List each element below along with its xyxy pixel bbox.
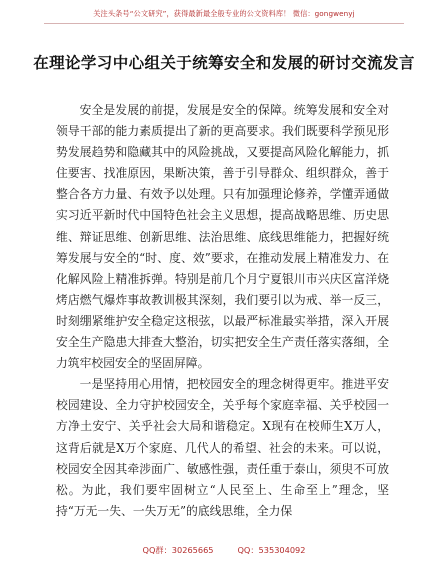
header-divider — [44, 23, 404, 24]
footer-qq: QQ：535304092 — [237, 545, 306, 555]
header-promo-text: 关注头条号“公文研究”，获得最新最全般专业的公文资料库！ 微信：gongwenyj — [93, 9, 355, 18]
body-paragraph: 安全是发展的前提，发展是安全的保障。统筹发展和安全对领导干部的能力素质提出了新的更高要求。我们既要科学预见形势发展趋势和隐藏其中的风险挑战，又要提高风险化解能力，抓住要害、找准原因，果断决策，善于引导群众、组织群众，善于整合各方力量、有效予以处理。只有加强理论修养，学懂弄通做实习近平新时代中国特色社会主义思想，提高战略思维、历史思维、辩证思维、创新思维、法治思维、底线思维能力，把握好统筹发展与安全的“时、度、效”要求，在推动发展上精准发力、在化解风险上精准拆弹。特别是前几个月宁夏银川市兴庆区富洋烧烤店燃气爆炸事故教训极其深刻，我们要引以为戒、举一反三，时刻绷紧维护安全稳定这根弦，以最严标准最实举措，深入开展安全生产隐患大排查大整治，切实把安全生产责任落实落细，全力筑牢校园安全的坚固屏障。 — [56, 103, 389, 371]
footer-contact — [0, 545, 448, 556]
body-paragraph: 一是坚持用心用情，把校园安全的理念树得更牢。推进平安校园建设、全力守护校园安全，关乎每个家庭幸福、关乎校园一方净土安宁、关乎社会大局和谐稳定。X现有在校师生X万人，这背后就是X万个家庭、几代人的希望、社会的未来。可以说，校园安全因其牵涉面广、敏感性强，责任重于泰山，须臾不可放松。为此，我们要牢固树立“人民至上、生命至上”理念，坚持“万无一失、一失万无”的底线思维，全力保 — [56, 377, 389, 518]
footer-qq-group: QQ群：30265665 — [142, 545, 214, 555]
document-title: 在理论学习中心组关于统筹安全和发展的研讨交流发言 — [33, 54, 415, 72]
document-body — [56, 100, 389, 522]
